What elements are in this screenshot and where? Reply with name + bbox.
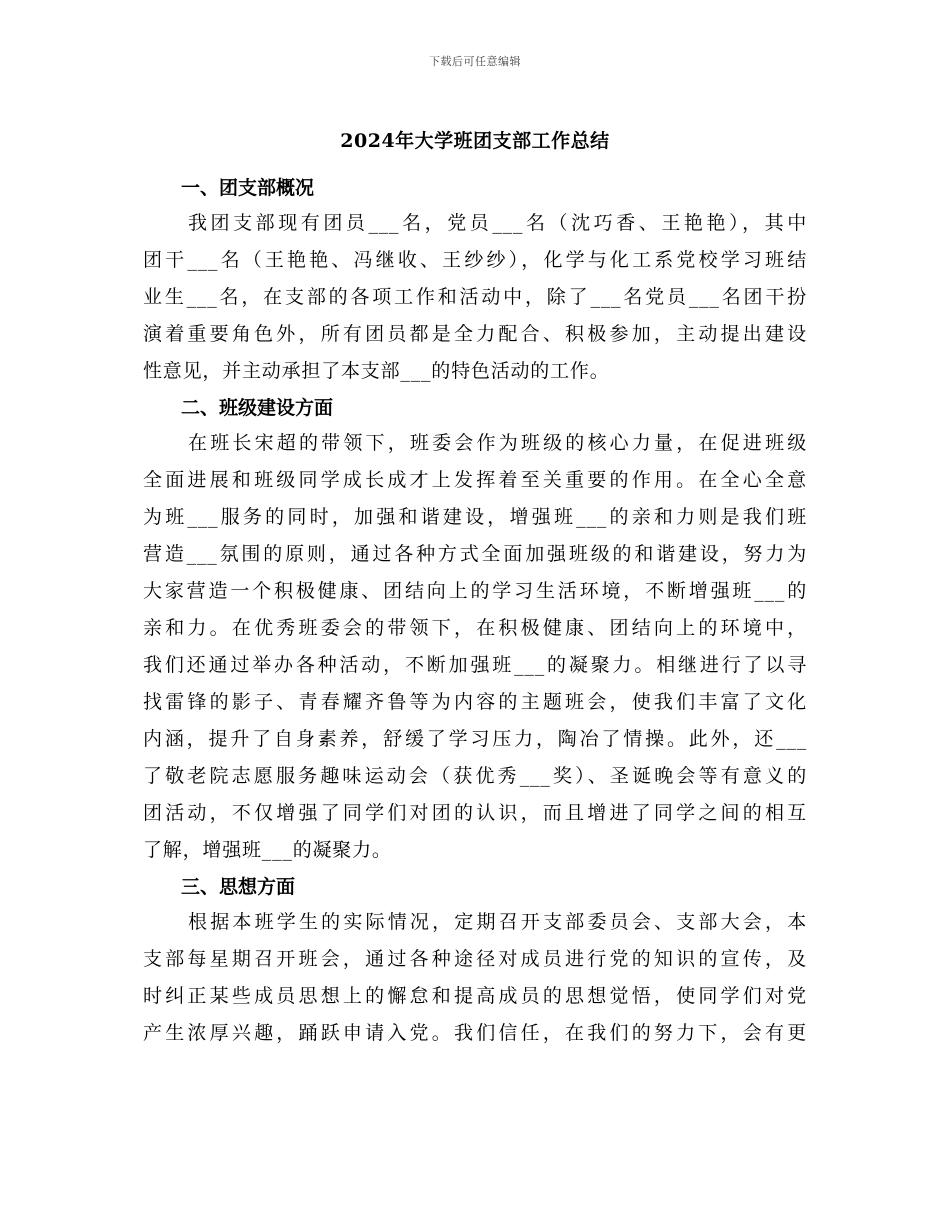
paragraph-line: 根据本班学生的实际情况，定期召开支部委员会、支部大会，本	[188, 911, 807, 933]
paragraph-line: 支部每星期召开班会，通过各种途径对成员进行党的知识的宣传，及	[143, 948, 807, 970]
section-heading: 一、团支部概况	[181, 177, 315, 199]
paragraph-line: 在班长宋超的带领下，班委会作为班级的核心力量，在促进班级	[188, 432, 807, 454]
paragraph-line: 了解，增强班___的凝聚力。	[143, 839, 392, 861]
paragraph-line: 我们还通过举办各种活动，不断加强班___的凝聚力。相继进行了以寻	[143, 654, 807, 676]
paragraph-line: 内涵，提升了自身素养，舒缓了学习压力，陶冶了情操。此外，还___	[143, 728, 807, 750]
paragraph-line: 营造___氛围的原则，通过各种方式全面加强班级的和谐建设，努力为	[143, 543, 807, 565]
paragraph-line: 亲和力。在优秀班委会的带领下，在积极健康、团结向上的环境中，	[143, 617, 807, 639]
paragraph-line: 性意见，并主动承担了本支部___的特色活动的工作。	[143, 360, 610, 382]
section-paragraph	[143, 425, 807, 869]
paragraph-line: 团活动，不仅增强了同学们对团的认识，而且增进了同学之间的相互	[143, 802, 807, 824]
header-note: 下载后可任意编辑	[429, 55, 521, 68]
paragraph-line: 时纠正某些成员思想上的懈怠和提高成员的思想觉悟，使同学们对党	[143, 985, 807, 1007]
section-paragraph	[143, 205, 807, 390]
paragraph-line: 业生___名，在支部的各项工作和活动中，除了___名党员___名团干扮	[143, 286, 807, 308]
paragraph-line: 演着重要角色外，所有团员都是全力配合、积极参加，主动提出建设	[143, 323, 807, 345]
section-paragraph	[143, 904, 807, 1052]
paragraph-line: 找雷锋的影子、青春耀齐鲁等为内容的主题班会，使我们丰富了文化	[143, 691, 807, 713]
paragraph-line: 了敬老院志愿服务趣味运动会（获优秀___奖）、圣诞晚会等有意义的	[143, 765, 807, 787]
paragraph-line: 全面进展和班级同学成长成才上发挥着至关重要的作用。在全心全意	[143, 469, 807, 491]
document-title: 2024年大学班团支部工作总结	[340, 130, 610, 152]
paragraph-line: 大家营造一个积极健康、团结向上的学习生活环境，不断增强班___的	[143, 580, 807, 602]
paragraph-line: 团干___名（王艳艳、冯继收、王纱纱），化学与化工系党校学习班结	[143, 249, 807, 271]
document-body	[143, 171, 807, 1052]
paragraph-line: 为班___服务的同时，加强和谐建设，增强班___的亲和力则是我们班	[143, 506, 807, 528]
section-heading: 三、思想方面	[181, 876, 296, 898]
section-heading: 二、班级建设方面	[181, 397, 334, 419]
paragraph-line: 产生浓厚兴趣，踊跃申请入党。我们信任，在我们的努力下，会有更	[143, 1022, 807, 1044]
paragraph-line: 我团支部现有团员___名，党员___名（沈巧香、王艳艳），其中	[188, 212, 807, 234]
